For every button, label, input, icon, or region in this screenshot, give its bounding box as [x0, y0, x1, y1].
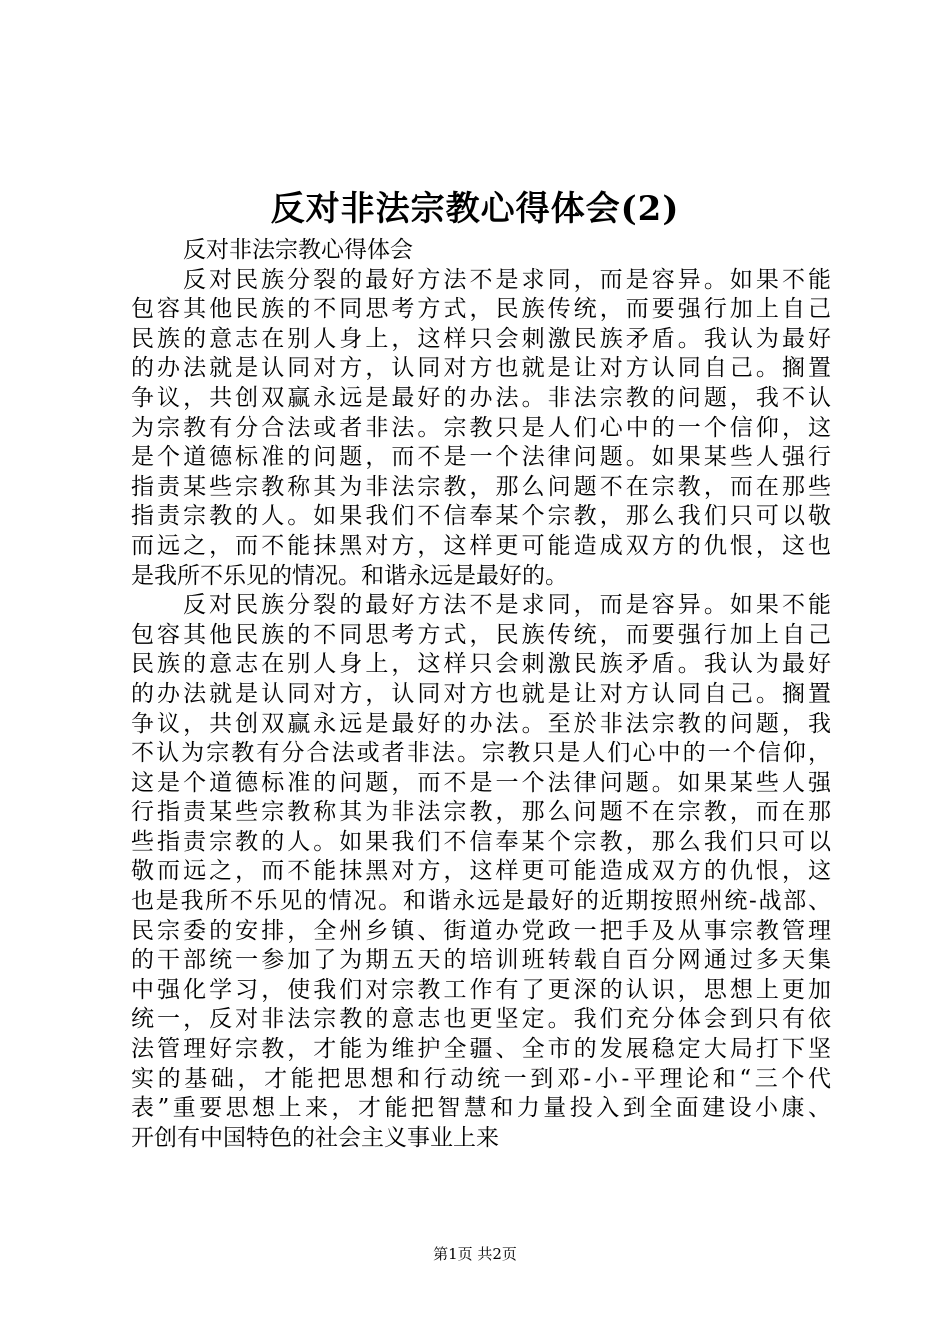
paragraph-line: 而远之，而不能抹黑对方，这样更可能造成双方的仇恨，这也: [131, 532, 831, 559]
paragraph-line: 争议，共创双赢永远是最好的办法。非法宗教的问题，我不认: [131, 384, 831, 411]
paragraph-line: 民宗委的安排，全州乡镇、街道办党政一把手及从事宗教管理: [131, 917, 831, 944]
paragraph-line: 民族的意志在别人身上，这样只会刺激民族矛盾。我认为最好: [131, 651, 831, 678]
paragraph-line: 的干部统一参加了为期五天的培训班转载自百分网通过多天集: [131, 947, 831, 974]
paragraph-line: 法管理好宗教，才能为维护全疆、全市的发展稳定大局打下坚: [131, 1036, 831, 1063]
paragraph-2: [131, 591, 831, 1153]
paragraph-line: 的办法就是认同对方，认同对方也就是让对方认同自己。搁置: [131, 355, 831, 382]
paragraph-line: 统一，反对非法宗教的意志也更坚定。我们充分体会到只有依: [131, 1006, 831, 1033]
paragraph-line: 不认为宗教有分合法或者非法。宗教只是人们心中的一个信仰，: [131, 740, 831, 767]
paragraph-line: 指责某些宗教称其为非法宗教，那么问题不在宗教，而在那些: [131, 473, 831, 500]
paragraph-line: 是个道德标准的问题，而不是一个法律问题。如果某些人强行: [131, 444, 831, 471]
paragraph-line: 反对民族分裂的最好方法不是求同，而是容异。如果不能: [183, 266, 831, 293]
document-subtitle: 反对非法宗教心得体会: [183, 237, 413, 263]
paragraph-line: 表”重要思想上来，才能把智慧和力量投入到全面建设小康、: [131, 1095, 831, 1122]
paragraph-line: 实的基础，才能把思想和行动统一到邓-小-平理论和“三个代: [131, 1065, 831, 1092]
paragraph-line: 敬而远之，而不能抹黑对方，这样更可能造成双方的仇恨，这: [131, 858, 831, 885]
paragraph-line: 这是个道德标准的问题，而不是一个法律问题。如果某些人强: [131, 769, 831, 796]
paragraph-line: 指责宗教的人。如果我们不信奉某个宗教，那么我们只可以敬: [131, 503, 831, 530]
paragraph-line: 开创有中国特色的社会主义事业上来: [131, 1124, 499, 1151]
paragraph-line: 些指责宗教的人。如果我们不信奉某个宗教，那么我们只可以: [131, 828, 831, 855]
paragraph-line: 也是我所不乐见的情况。和谐永远是最好的近期按照州统-战部、: [131, 888, 831, 915]
paragraph-line: 为宗教有分合法或者非法。宗教只是人们心中的一个信仰，这: [131, 414, 831, 441]
document-body: [131, 236, 831, 1153]
paragraph-line: 的办法就是认同对方，认同对方也就是让对方认同自己。搁置: [131, 680, 831, 707]
paragraph-1: [131, 266, 831, 592]
document-title: 反对非法宗教心得体会(2): [270, 189, 680, 229]
paragraph-line: 中强化学习，使我们对宗教工作有了更深的认识，思想上更加: [131, 976, 831, 1003]
paragraph-line: 争议，共创双赢永远是最好的办法。至於非法宗教的问题，我: [131, 710, 831, 737]
paragraph-line: 反对民族分裂的最好方法不是求同，而是容异。如果不能: [183, 592, 831, 619]
paragraph-line: 行指责某些宗教称其为非法宗教，那么问题不在宗教，而在那: [131, 799, 831, 826]
paragraph-line: 民族的意志在别人身上，这样只会刺激民族矛盾。我认为最好: [131, 325, 831, 352]
paragraph-line: 包容其他民族的不同思考方式，民族传统，而要强行加上自己: [131, 296, 831, 323]
paragraph-line: 是我所不乐见的情况。和谐永远是最好的。: [131, 562, 568, 589]
paragraph-line: 包容其他民族的不同思考方式，民族传统，而要强行加上自己: [131, 621, 831, 648]
page-footer: 第1页 共2页: [433, 1245, 517, 1263]
